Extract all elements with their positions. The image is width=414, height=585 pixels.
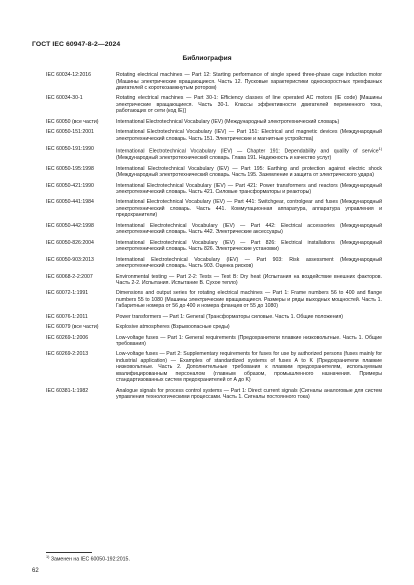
bibliography-entry [46,95,382,115]
bibliography-entry [46,166,382,179]
bibliography-entry [46,72,382,92]
entry-text: Environmental testing — Part 2-2: Tests — Test B: Dry heat (Испытания на воздействие внешних факторов. Часть 2-2. Испытания. Испытание B. Сухое тепло) [116,273,382,287]
entry-reference: IEC 60050-903:2013 [46,256,94,263]
entry-description [116,240,382,253]
bibliography-entry [46,119,382,126]
footnote [46,554,130,563]
entry-description [116,199,382,219]
entry-text: Rotating electrical machines — Part 30-1: Efficiency classes of line operated AC motors (IE code) [Машины электрические вращающиеся. Часть 30-1. Классы эффективности двигателей переменного тока, работающих от сети (код IE)] [116,95,382,115]
bibliography-entry [46,129,382,142]
bibliography-title: Библиография [182,55,232,62]
entry-text: Analogue signals for process control systems — Part 1: Direct current signals (Сигналы аналоговые для систем управления технологическими процессами. Часть 1. Сигналы постоянного тока) [116,387,382,401]
entry-reference: IEC 60050-195:1998 [46,165,94,172]
entry-text-continued: (Международный электротехнический словарь. Глава 191. Надежность и качество услуг) [116,155,332,162]
entry-text: International Electrotechnical Vocabulary (IEV) — Part 903: Risk assessment (Международный электротехнический словарь. Часть 903. Оценка рисков) [116,256,382,270]
entry-reference: IEC 60079 (все части) [46,324,99,331]
entry-description [116,95,382,115]
bibliography-list [46,72,382,405]
entry-reference: IEC 60269-1:2006 [46,334,89,341]
page-number: 62 [32,568,39,574]
bibliography-entry [46,314,382,321]
entry-reference: IEC 60072-1:1991 [46,290,89,297]
entry-reference: IEC 60034-30-1 [46,95,83,102]
entry-text: International Electrotechnical Vocabulary (IEV) — Part 421: Power transformers and reactors (Международный электротехнический словарь. Часть 421. Силовые трансформаторы и реакторы) [116,182,382,196]
entry-description [116,351,382,384]
bibliography-entry [46,183,382,196]
bibliography-entry [46,335,382,348]
bibliography-entry [46,223,382,236]
entry-text: International Electrotechnical Vocabulary (IEV) — Part 442: Electrical accessories (Международный электротехнический словарь. Часть 442. Электрические аксессуары) [116,222,382,236]
entry-reference: IEC 60068-2-2:2007 [46,273,93,280]
document-header: ГОСТ IEC 60947-8-2—2024 [32,41,121,48]
entry-description [116,324,382,331]
bibliography-entry [46,351,382,384]
entry-text: Explosive atmospheres (Взрывоопасные среды) [116,324,230,331]
entry-reference: IEC 60050-191:1990 [46,146,94,153]
entry-text: International Electrotechnical Vocabulary (IEV) — Part 195: Earthing and protection against electric shock (Международный электротехнический словарь. Часть 195. Заземление и защита от электрического удара) [116,165,382,179]
bibliography-entry [46,290,382,310]
entry-description [116,223,382,236]
entry-text: Low-voltage fuses — Part 2: Supplementary requirements for fuses for use by authorized persons (fuses mainly for industrial application) — Examples of standardized systems of fuses A to K (Предохранители плавкие низковольтные. Часть 2. Дополнительные требования к плавким предохранителям, используемым квалифицированным персоналом (главным образом, промышленного назначения. Примеры стандартизованных систем предохранителей от A до K) [116,351,382,384]
entry-reference: IEC 60381-1:1982 [46,387,89,394]
entry-reference: IEC 60050-826:2004 [46,239,94,246]
footnote-text: Заменен на IEC 60050-192:2015. [50,556,130,563]
entry-text: International Electrotechnical Vocabulary (IEV) — Part 441: Switchgear, controlgear and fuses (Международный электротехнический словарь. Часть 441. Коммутационная аппаратура, аппаратура управления и предохранители) [116,199,382,219]
entry-reference: IEC 60076-1:2011 [46,313,88,320]
entry-reference: IEC 60050-151:2001 [46,129,94,136]
entry-description [116,119,382,126]
footnote-divider [46,552,92,553]
entry-text: International Electrotechnical Vocabulary (IEV) (Международный электротехнический словарь) [116,118,340,125]
entry-reference: IEC 60050 (все части) [46,118,99,125]
entry-description [116,129,382,142]
entry-description [116,290,382,310]
footnote-mark: 1) [46,555,50,559]
entry-reference: IEC 60050-441:1984 [46,199,94,206]
entry-description [116,388,382,401]
entry-description [116,274,382,287]
bibliography-entry [46,274,382,287]
entry-text: Dimensions and output series for rotating electrical machines — Part 1: Frame numbers 56 to 400 and flange numbers 55 to 1080 (Машины электрические вращающиеся. Размеры и ряды выходных мощностей. Часть 1. Габаритные номера от 56 до 400 и номера фланцев от 55 до 1080) [116,290,382,310]
bibliography-entry [46,199,382,219]
footnote-reference: 1) [378,147,382,152]
bibliography-entry [46,324,382,331]
entry-text: Rotating electrical machines — Part 12: Starting performance of single speed three-phase cage induction motor (Машины электрические вращающиеся. Часть 12. Пусковые характеристики односкоростных трехфазных двигателей с короткозамкнутым ротором) [116,72,382,91]
entry-description [116,146,382,162]
entry-description [116,72,382,92]
entry-text: International Electrotechnical Vocabulary (IEV) — Part 826: Electrical installations (Международный электротехнический словарь. Часть 826. Электрические установки) [116,239,382,253]
entry-description [116,183,382,196]
entry-text: International Electrotechnical Vocabulary (IEV) — Part 151: Electrical and magnetic devices (Международный электротехнический словарь. Часть 151. Электрические и магнитные устройства) [116,129,382,142]
entry-description [116,257,382,270]
entry-description [116,335,382,348]
entry-reference: IEC 60034-12:2016 [46,72,91,78]
bibliography-entry [46,257,382,270]
entry-reference: IEC 60269-2:2013 [46,351,89,358]
entry-reference: IEC 60050-421:1990 [46,182,94,189]
entry-text: Low-voltage fuses — Part 1: General requirements (Предохранители плавкие низковольтные. Часть 1. Общие требования) [116,334,382,348]
entry-text: International Electrotechnical Vocabulary (IEV) — Chapter 191: Dependability and quality of service [116,148,379,155]
bibliography-entry [46,146,382,162]
bibliography-entry [46,388,382,401]
entry-text: Power transformers — Part 1: General (Трансформаторы силовые. Часть 1. Общие положения) [116,313,343,320]
entry-description [116,166,382,179]
bibliography-entry [46,240,382,253]
entry-description [116,314,382,321]
entry-reference: IEC 60050-442:1998 [46,222,94,229]
